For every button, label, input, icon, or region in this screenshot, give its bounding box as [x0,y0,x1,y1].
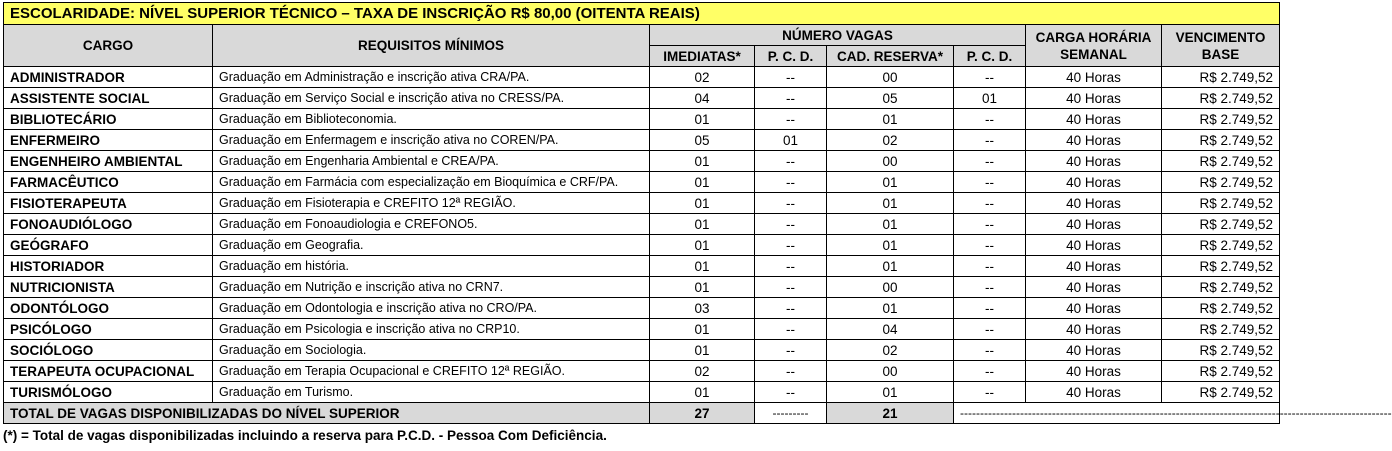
cell-pcd-2: -- [954,340,1026,361]
cell-pcd-1: -- [755,214,827,235]
cell-imediatas: 01 [650,109,755,130]
cell-imediatas: 01 [650,277,755,298]
cell-pcd-2: -- [954,67,1026,88]
cell-vencimento: R$ 2.749,52 [1162,67,1280,88]
table-row [4,88,1280,109]
table-title: ESCOLARIDADE: NÍVEL SUPERIOR TÉCNICO – TAXA DE INSCRIÇÃO R$ 80,00 (OITENTA REAIS) [4,3,1280,25]
cell-cargo: FARMACÊUTICO [4,172,213,193]
cell-imediatas: 03 [650,298,755,319]
total-pcd-1: --------- [755,403,827,424]
cell-requisitos: Graduação em Enfermagem e inscrição ativa no COREN/PA. [213,130,650,151]
cell-requisitos: Graduação em Farmácia com especialização em Bioquímica e CRF/PA. [213,172,650,193]
cell-cargo: ODONTÓLOGO [4,298,213,319]
cell-requisitos: Graduação em Fisioterapia e CREFITO 12ª REGIÃO. [213,193,650,214]
cell-imediatas: 02 [650,361,755,382]
vacancy-table-container [3,2,1392,424]
cell-carga-horaria: 40 Horas [1026,193,1162,214]
cell-cargo: FISIOTERAPEUTA [4,193,213,214]
cell-carga-horaria: 40 Horas [1026,214,1162,235]
cell-carga-horaria: 40 Horas [1026,382,1162,403]
cell-carga-horaria: 40 Horas [1026,109,1162,130]
cell-carga-horaria: 40 Horas [1026,130,1162,151]
cell-pcd-2: -- [954,172,1026,193]
table-title-row [4,3,1280,25]
cell-imediatas: 01 [650,256,755,277]
cell-vencimento: R$ 2.749,52 [1162,88,1280,109]
table-row [4,67,1280,88]
cell-vencimento: R$ 2.749,52 [1162,172,1280,193]
cell-pcd-1: -- [755,256,827,277]
cell-vencimento: R$ 2.749,52 [1162,361,1280,382]
cell-cad-reserva: 01 [827,214,954,235]
cell-pcd-1: -- [755,340,827,361]
cell-cad-reserva: 00 [827,67,954,88]
cell-cargo: ADMINISTRADOR [4,67,213,88]
vacancy-table [3,2,1392,424]
cell-imediatas: 01 [650,172,755,193]
cell-imediatas: 01 [650,235,755,256]
cell-cargo: FONOAUDIÓLOGO [4,214,213,235]
cell-requisitos: Graduação em Geografia. [213,235,650,256]
cell-requisitos: Graduação em história. [213,256,650,277]
cell-pcd-2: -- [954,235,1026,256]
cell-cad-reserva: 02 [827,340,954,361]
header-row-1 [4,25,1280,46]
cell-requisitos: Graduação em Engenharia Ambiental e CREA/PA. [213,151,650,172]
cell-carga-horaria: 40 Horas [1026,298,1162,319]
cell-cargo: TURISMÓLOGO [4,382,213,403]
cell-imediatas: 01 [650,382,755,403]
cell-cargo: HISTORIADOR [4,256,213,277]
cell-requisitos: Graduação em Serviço Social e inscrição ativa no CRESS/PA. [213,88,650,109]
cell-imediatas: 01 [650,214,755,235]
table-row [4,130,1280,151]
cell-pcd-2: -- [954,109,1026,130]
cell-requisitos: Graduação em Administração e inscrição ativa CRA/PA. [213,67,650,88]
cell-pcd-2: -- [954,382,1026,403]
table-row [4,256,1280,277]
cell-pcd-1: 01 [755,130,827,151]
cell-vencimento: R$ 2.749,52 [1162,382,1280,403]
cell-cad-reserva: 05 [827,88,954,109]
cell-pcd-2: -- [954,130,1026,151]
cell-pcd-1: -- [755,172,827,193]
table-row [4,151,1280,172]
cell-vencimento: R$ 2.749,52 [1162,256,1280,277]
cell-cad-reserva: 01 [827,172,954,193]
cell-cad-reserva: 01 [827,298,954,319]
header-cad-reserva: CAD. RESERVA* [827,46,954,67]
table-row [4,382,1280,403]
cell-carga-horaria: 40 Horas [1026,151,1162,172]
cell-cargo: PSICÓLOGO [4,319,213,340]
cell-cad-reserva: 01 [827,382,954,403]
cell-pcd-1: -- [755,235,827,256]
header-pcd-1: P. C. D. [755,46,827,67]
cell-vencimento: R$ 2.749,52 [1162,340,1280,361]
cell-requisitos: Graduação em Terapia Ocupacional e CREFITO 12ª REGIÃO. [213,361,650,382]
cell-cad-reserva: 02 [827,130,954,151]
cell-cad-reserva: 01 [827,193,954,214]
cell-pcd-1: -- [755,277,827,298]
cell-cargo: ASSISTENTE SOCIAL [4,88,213,109]
cell-carga-horaria: 40 Horas [1026,172,1162,193]
cell-pcd-2: -- [954,298,1026,319]
cell-pcd-2: -- [954,193,1026,214]
cell-vencimento: R$ 2.749,52 [1162,235,1280,256]
cell-cargo: BIBLIOTECÁRIO [4,109,213,130]
cell-vencimento: R$ 2.749,52 [1162,319,1280,340]
cell-requisitos: Graduação em Fonoaudiologia e CREFONO5. [213,214,650,235]
cell-vencimento: R$ 2.749,52 [1162,214,1280,235]
cell-pcd-1: -- [755,193,827,214]
table-row [4,361,1280,382]
cell-vencimento: R$ 2.749,52 [1162,298,1280,319]
cell-cargo: NUTRICIONISTA [4,277,213,298]
cell-cad-reserva: 00 [827,361,954,382]
cell-cad-reserva: 01 [827,235,954,256]
cell-cad-reserva: 01 [827,256,954,277]
cell-requisitos: Graduação em Odontologia e inscrição ativa no CRO/PA. [213,298,650,319]
cell-carga-horaria: 40 Horas [1026,277,1162,298]
cell-requisitos: Graduação em Turismo. [213,382,650,403]
table-row [4,172,1280,193]
cell-cad-reserva: 04 [827,319,954,340]
total-rest: ------------------------------------------------------------------------------------------------------------ [954,403,1280,424]
cell-carga-horaria: 40 Horas [1026,361,1162,382]
cell-pcd-1: -- [755,382,827,403]
header-carga-line1: CARGA HORÁRIA [1035,29,1152,45]
cell-imediatas: 01 [650,151,755,172]
cell-requisitos: Graduação em Nutrição e inscrição ativa no CRN7. [213,277,650,298]
cell-cad-reserva: 01 [827,109,954,130]
header-imediatas: IMEDIATAS* [650,46,755,67]
cell-pcd-1: -- [755,88,827,109]
cell-requisitos: Graduação em Biblioteconomia. [213,109,650,130]
cell-carga-horaria: 40 Horas [1026,88,1162,109]
header-cargo: CARGO [4,25,213,67]
table-row [4,193,1280,214]
cell-carga-horaria: 40 Horas [1026,256,1162,277]
total-label: TOTAL DE VAGAS DISPONIBILIZADAS DO NÍVEL SUPERIOR [4,403,650,424]
cell-pcd-2: -- [954,319,1026,340]
cell-imediatas: 01 [650,340,755,361]
cell-cad-reserva: 00 [827,277,954,298]
cell-pcd-2: -- [954,214,1026,235]
table-row [4,109,1280,130]
cell-cargo: SOCIÓLOGO [4,340,213,361]
cell-pcd-2: -- [954,151,1026,172]
cell-cargo: TERAPEUTA OCUPACIONAL [4,361,213,382]
cell-vencimento: R$ 2.749,52 [1162,109,1280,130]
header-carga-horaria [1026,25,1162,67]
cell-carga-horaria: 40 Horas [1026,319,1162,340]
cell-vencimento: R$ 2.749,52 [1162,130,1280,151]
total-row [4,403,1280,424]
cell-imediatas: 05 [650,130,755,151]
header-numero-vagas: NÚMERO VAGAS [650,25,1026,46]
cell-cargo: GEÓGRAFO [4,235,213,256]
cell-vencimento: R$ 2.749,52 [1162,193,1280,214]
table-row [4,340,1280,361]
cell-pcd-1: -- [755,67,827,88]
cell-pcd-2: -- [954,277,1026,298]
cell-imediatas: 01 [650,319,755,340]
cell-vencimento: R$ 2.749,52 [1162,277,1280,298]
table-row [4,319,1280,340]
cell-cargo: ENGENHEIRO AMBIENTAL [4,151,213,172]
header-vencimento [1162,25,1280,67]
total-imediatas: 27 [650,403,755,424]
cell-imediatas: 01 [650,193,755,214]
cell-vencimento: R$ 2.749,52 [1162,151,1280,172]
cell-pcd-2: -- [954,256,1026,277]
header-venc-line2: BASE [1201,46,1240,62]
cell-pcd-1: -- [755,109,827,130]
cell-pcd-1: -- [755,151,827,172]
cell-pcd-2: -- [954,361,1026,382]
cell-imediatas: 02 [650,67,755,88]
cell-carga-horaria: 40 Horas [1026,67,1162,88]
cell-imediatas: 04 [650,88,755,109]
footnote: (*) = Total de vagas disponibilizadas incluindo a reserva para P.C.D. - Pessoa Com Deficiência. [3,428,607,443]
cell-requisitos: Graduação em Psicologia e inscrição ativa no CRP10. [213,319,650,340]
total-cad-reserva: 21 [827,403,954,424]
cell-pcd-1: -- [755,361,827,382]
header-venc-line1: VENCIMENTO [1175,29,1266,45]
cell-requisitos: Graduação em Sociologia. [213,340,650,361]
cell-carga-horaria: 40 Horas [1026,235,1162,256]
cell-carga-horaria: 40 Horas [1026,340,1162,361]
header-requisitos: REQUISITOS MÍNIMOS [213,25,650,67]
table-row [4,298,1280,319]
header-pcd-2: P. C. D. [954,46,1026,67]
cell-pcd-2: 01 [954,88,1026,109]
header-carga-line2: SEMANAL [1060,46,1127,62]
cell-pcd-1: -- [755,319,827,340]
table-row [4,277,1280,298]
cell-cargo: ENFERMEIRO [4,130,213,151]
table-row [4,235,1280,256]
cell-pcd-1: -- [755,298,827,319]
table-row [4,214,1280,235]
cell-cad-reserva: 00 [827,151,954,172]
